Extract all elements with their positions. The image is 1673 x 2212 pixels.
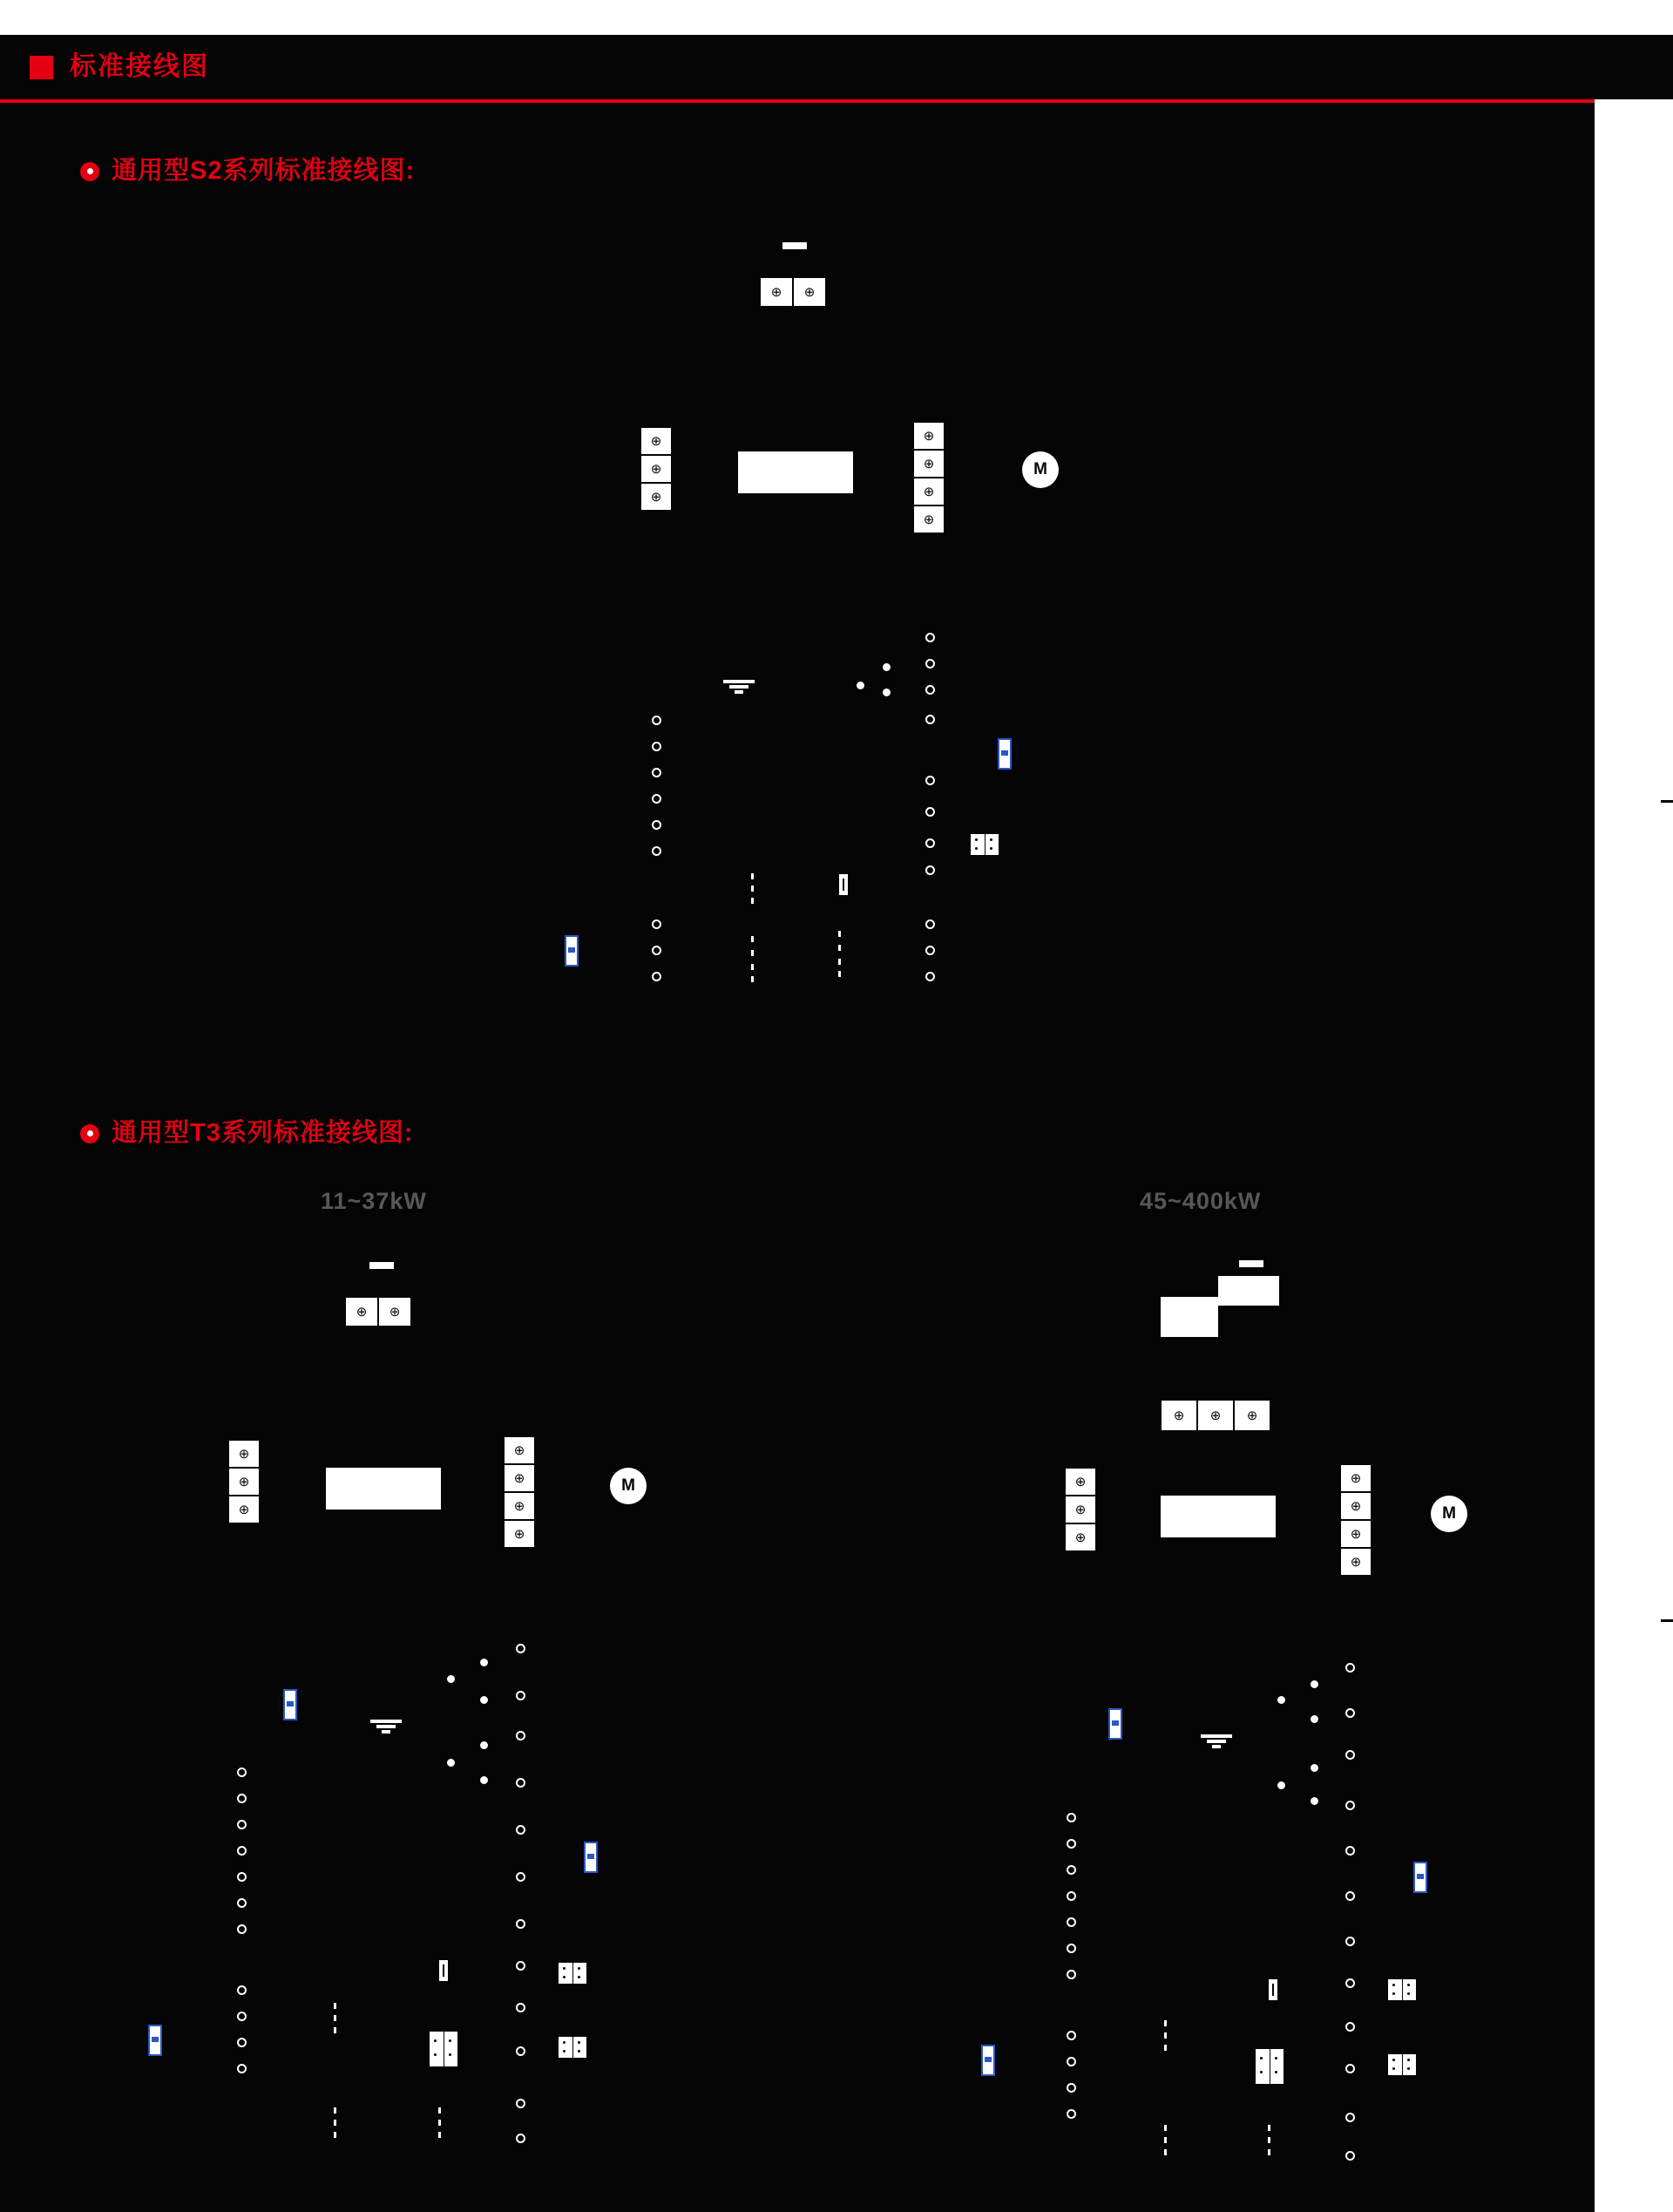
switch-contact-dot xyxy=(480,1659,488,1666)
output-terminal-v: ⊕ xyxy=(504,1464,535,1492)
control-terminal-dot xyxy=(925,776,935,785)
output-terminal-pe: ⊕ xyxy=(1340,1548,1372,1576)
page-edge-strip xyxy=(1595,103,1673,2212)
page-title: 标准接线图 xyxy=(70,52,209,81)
control-terminal-dot xyxy=(516,2046,525,2056)
control-terminal-dot xyxy=(237,1898,247,1908)
control-terminal-dot xyxy=(1067,1839,1076,1849)
drive-body xyxy=(738,451,853,493)
input-terminal-s: ⊕ xyxy=(640,455,672,483)
switch-contact-dot xyxy=(447,1759,455,1767)
switch-contact-dot xyxy=(480,1776,488,1784)
input-terminal-s: ⊕ xyxy=(1065,1496,1096,1523)
braking-terminal-1: ⊕ xyxy=(1161,1400,1197,1431)
control-terminal-dot xyxy=(652,846,661,856)
output-terminal-pe: ⊕ xyxy=(913,506,945,533)
dip-switch xyxy=(1387,2053,1417,2076)
ground-symbol-icon xyxy=(370,1720,402,1735)
dc-link-bar xyxy=(369,1262,394,1269)
control-terminal-dot xyxy=(1345,1891,1355,1901)
input-terminal-r: ⊕ xyxy=(1065,1468,1096,1496)
section-heading-s2 xyxy=(80,159,415,184)
output-terminal-w: ⊕ xyxy=(504,1492,535,1520)
braking-terminal-3: ⊕ xyxy=(1234,1400,1270,1431)
switch-contact-dot xyxy=(447,1675,455,1683)
control-terminal-dot xyxy=(1067,1944,1076,1953)
ground-symbol-icon xyxy=(723,680,755,695)
control-terminal-dot xyxy=(516,2099,525,2108)
control-terminal-dot xyxy=(516,1919,525,1929)
dashed-wire xyxy=(1268,2125,1270,2160)
control-terminal-dot xyxy=(925,838,935,848)
resistor-symbol xyxy=(1268,1978,1278,2001)
page-header xyxy=(0,35,1673,99)
output-terminal-v: ⊕ xyxy=(913,450,945,478)
switch-contact-dot xyxy=(857,682,864,689)
control-terminal-dot xyxy=(1345,1663,1355,1673)
output-terminal-pe: ⊕ xyxy=(504,1520,535,1548)
control-terminal-dot xyxy=(516,1644,525,1653)
control-terminal-dot xyxy=(1345,2151,1355,2161)
braking-terminal-1: ⊕ xyxy=(345,1297,378,1327)
output-terminal-w: ⊕ xyxy=(1340,1520,1372,1548)
control-terminal-dot xyxy=(652,946,661,955)
control-terminal-dot xyxy=(237,1820,247,1829)
braking-terminal-1: ⊕ xyxy=(760,277,793,307)
control-terminal-dot xyxy=(925,715,935,724)
input-terminal-s: ⊕ xyxy=(228,1468,260,1496)
control-terminal-dot xyxy=(1345,1846,1355,1856)
control-terminal-dot xyxy=(652,794,661,804)
sublabel-power-range-large: 45~400kW xyxy=(1140,1188,1262,1214)
control-terminal-dot xyxy=(1345,2113,1355,2122)
drive-body xyxy=(326,1468,441,1510)
control-terminal-dot xyxy=(1067,1865,1076,1875)
control-terminal-dot xyxy=(516,1872,525,1882)
control-terminal-dot xyxy=(652,768,661,777)
dc-link-bar xyxy=(1239,1260,1263,1267)
dashed-wire xyxy=(751,873,754,908)
control-terminal-dot xyxy=(237,2012,247,2021)
input-terminal-t: ⊕ xyxy=(640,483,672,511)
resistor-symbol xyxy=(838,873,849,896)
control-terminal-dot xyxy=(1345,2064,1355,2073)
terminal-block xyxy=(283,1689,297,1720)
switch-contact-dot xyxy=(480,1741,488,1749)
edge-tick xyxy=(1661,800,1673,803)
motor-symbol: M xyxy=(610,1468,647,1504)
dashed-wire xyxy=(438,2107,441,2142)
switch-contact-dot xyxy=(1311,1764,1318,1772)
braking-terminal-2: ⊕ xyxy=(378,1297,411,1327)
relay-block xyxy=(429,2031,458,2067)
edge-tick xyxy=(1661,1619,1673,1622)
dc-link-bar xyxy=(782,242,807,249)
output-terminal-u: ⊕ xyxy=(913,422,945,450)
output-terminal-u: ⊕ xyxy=(504,1436,535,1464)
output-terminal-w: ⊕ xyxy=(913,478,945,506)
dip-switch xyxy=(1387,1978,1417,2001)
input-terminal-r: ⊕ xyxy=(228,1440,260,1468)
switch-contact-dot xyxy=(480,1696,488,1704)
diagram-panel xyxy=(0,103,1595,2212)
control-terminal-dot xyxy=(1345,1708,1355,1718)
dashed-wire xyxy=(1164,2020,1167,2055)
switch-contact-dot xyxy=(1311,1680,1318,1688)
braking-terminal-2: ⊕ xyxy=(793,277,826,307)
control-terminal-dot xyxy=(652,820,661,830)
output-terminal-v: ⊕ xyxy=(1340,1492,1372,1520)
control-terminal-dot xyxy=(516,1825,525,1835)
dip-switch xyxy=(558,2036,587,2059)
control-terminal-dot xyxy=(1067,1917,1076,1927)
dashed-wire xyxy=(751,936,754,983)
control-terminal-dot xyxy=(652,742,661,751)
control-terminal-dot xyxy=(516,2134,525,2143)
dip-switch xyxy=(970,833,999,856)
control-terminal-dot xyxy=(925,865,935,875)
switch-contact-dot xyxy=(1311,1715,1318,1723)
control-terminal-dot xyxy=(1345,1801,1355,1810)
control-terminal-dot xyxy=(925,807,935,817)
control-terminal-dot xyxy=(925,633,935,642)
control-terminal-dot xyxy=(237,2038,247,2047)
resistor-symbol xyxy=(438,1959,449,1982)
control-terminal-dot xyxy=(1345,2022,1355,2032)
input-terminal-t: ⊕ xyxy=(228,1496,260,1523)
drive-body xyxy=(1161,1496,1276,1537)
control-terminal-dot xyxy=(516,2003,525,2012)
terminal-block xyxy=(1413,1862,1427,1893)
terminal-block xyxy=(1108,1708,1122,1740)
sublabel-power-range-small: 11~37kW xyxy=(321,1188,427,1214)
control-terminal-dot xyxy=(652,919,661,929)
bullet-icon xyxy=(80,162,99,181)
terminal-block xyxy=(981,2045,995,2076)
control-terminal-dot xyxy=(925,659,935,668)
switch-contact-dot xyxy=(883,663,891,671)
header-marker-icon xyxy=(30,56,53,79)
bullet-icon xyxy=(80,1124,99,1143)
control-terminal-dot xyxy=(237,1985,247,1995)
dashed-wire xyxy=(334,2003,336,2038)
dashed-wire xyxy=(334,2107,336,2142)
control-terminal-dot xyxy=(1345,1937,1355,1946)
input-terminal-r: ⊕ xyxy=(640,427,672,455)
switch-contact-dot xyxy=(1277,1781,1285,1789)
terminal-block xyxy=(565,935,579,967)
terminal-block xyxy=(998,738,1012,770)
control-terminal-dot xyxy=(516,1731,525,1740)
control-terminal-dot xyxy=(516,1961,525,1971)
output-terminal-u: ⊕ xyxy=(1340,1464,1372,1492)
dip-switch xyxy=(558,1962,587,1985)
control-terminal-dot xyxy=(1067,1813,1076,1822)
control-terminal-dot xyxy=(925,972,935,981)
control-terminal-dot xyxy=(237,2064,247,2073)
control-terminal-dot xyxy=(516,1778,525,1788)
control-terminal-dot xyxy=(1067,2031,1076,2040)
control-terminal-dot xyxy=(1067,1891,1076,1901)
control-terminal-dot xyxy=(516,1691,525,1700)
switch-contact-dot xyxy=(1277,1696,1285,1704)
control-terminal-dot xyxy=(237,1924,247,1934)
control-terminal-dot xyxy=(237,1872,247,1882)
motor-symbol: M xyxy=(1022,451,1059,488)
control-terminal-dot xyxy=(237,1794,247,1803)
relay-block xyxy=(1255,2048,1284,2085)
section-title-t3: 通用型T3系列标准接线图: xyxy=(112,1119,414,1147)
section-heading-t3 xyxy=(80,1121,414,1146)
braking-terminal-2: ⊕ xyxy=(1197,1400,1234,1431)
control-terminal-dot xyxy=(652,716,661,725)
input-terminal-t: ⊕ xyxy=(1065,1523,1096,1551)
dashed-wire xyxy=(838,931,841,980)
control-terminal-dot xyxy=(1067,1970,1076,1979)
control-terminal-dot xyxy=(1345,1978,1355,1988)
control-terminal-dot xyxy=(1345,1750,1355,1760)
dc-choke-body xyxy=(1218,1276,1279,1306)
control-terminal-dot xyxy=(1067,2057,1076,2066)
control-terminal-dot xyxy=(237,1768,247,1777)
terminal-block xyxy=(584,1842,598,1873)
control-terminal-dot xyxy=(925,946,935,955)
control-terminal-dot xyxy=(652,972,661,981)
control-terminal-dot xyxy=(1067,2083,1076,2093)
control-terminal-dot xyxy=(925,685,935,695)
switch-contact-dot xyxy=(1311,1797,1318,1805)
terminal-block xyxy=(148,2025,162,2056)
control-terminal-dot xyxy=(237,1846,247,1856)
switch-contact-dot xyxy=(883,689,891,696)
motor-symbol: M xyxy=(1431,1496,1467,1532)
dashed-wire xyxy=(1164,2125,1167,2160)
braking-unit-body xyxy=(1161,1297,1218,1337)
ground-symbol-icon xyxy=(1201,1734,1232,1750)
control-terminal-dot xyxy=(1067,2109,1076,2119)
section-title-s2: 通用型S2系列标准接线图: xyxy=(112,157,416,185)
control-terminal-dot xyxy=(925,919,935,929)
